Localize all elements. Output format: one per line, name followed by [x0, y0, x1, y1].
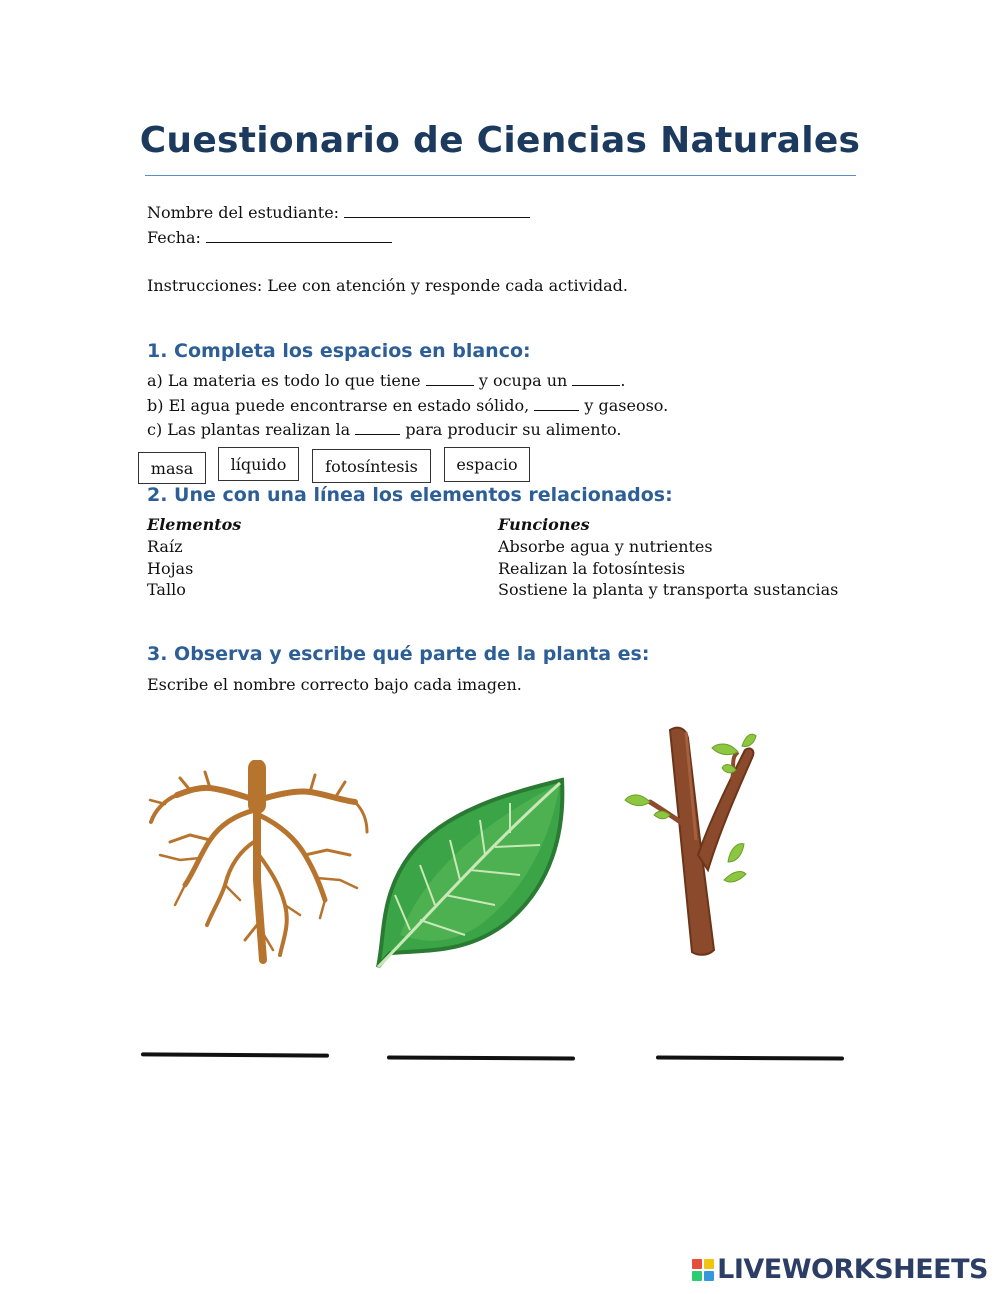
sentence-c-end: para producir su alimento.	[405, 420, 622, 439]
logo-text: LIVEWORKSHEETS	[717, 1254, 988, 1285]
word-bank-espacio[interactable]: espacio	[444, 447, 530, 482]
sentence-c-start: c) Las plantas realizan la	[147, 420, 351, 439]
title-divider	[145, 175, 856, 176]
sentence-b-start: b) El agua puede encontrarse en estado sólido,	[147, 396, 530, 415]
word-bank-masa[interactable]: masa	[138, 452, 206, 484]
stem-illustration	[620, 720, 760, 960]
blank-b1[interactable]	[534, 396, 579, 411]
blank-a1[interactable]	[426, 371, 474, 386]
function-item-sostiene[interactable]: Sostiene la planta y transporta sustancias	[498, 580, 839, 599]
logo-square-blue	[704, 1271, 714, 1281]
sentence-c	[147, 420, 621, 440]
liveworksheets-logo	[692, 1254, 988, 1285]
sentence-a	[147, 371, 626, 391]
element-item-raiz[interactable]: Raíz	[147, 537, 183, 556]
sentence-a-start: a) La materia es todo lo que tiene	[147, 371, 421, 390]
student-name-blank[interactable]	[344, 203, 530, 218]
answer-line-root[interactable]	[141, 1052, 329, 1057]
instructions-text: Instrucciones: Lee con atención y responde cada actividad.	[147, 276, 628, 295]
blank-c1[interactable]	[355, 420, 400, 435]
student-name-row	[147, 203, 530, 223]
root-illustration	[145, 760, 375, 970]
sentence-a-end: .	[620, 371, 626, 390]
word-bank-fotosintesis[interactable]: fotosíntesis	[312, 449, 431, 483]
function-item-fotosintesis[interactable]: Realizan la fotosíntesis	[498, 559, 686, 578]
date-label: Fecha:	[147, 228, 201, 247]
word-bank-liquido[interactable]: líquido	[218, 447, 299, 481]
logo-mark-icon	[692, 1259, 714, 1281]
functions-column-header: Funciones	[498, 515, 590, 534]
function-item-absorbe[interactable]: Absorbe agua y nutrientes	[498, 537, 713, 556]
elements-column-header: Elementos	[147, 515, 242, 534]
logo-square-yellow	[704, 1259, 714, 1269]
answer-line-stem[interactable]	[656, 1056, 844, 1061]
element-item-tallo[interactable]: Tallo	[147, 580, 186, 599]
date-row	[147, 228, 392, 248]
worksheet-title: Cuestionario de Ciencias Naturales	[139, 120, 861, 161]
answer-line-leaf[interactable]	[387, 1056, 575, 1061]
student-name-label: Nombre del estudiante:	[147, 203, 340, 222]
date-blank[interactable]	[206, 228, 392, 243]
sentence-b-end: y gaseoso.	[584, 396, 669, 415]
sentence-a-middle: y ocupa un	[478, 371, 568, 390]
section2-heading: 2. Une con una línea los elementos relacionados:	[147, 484, 673, 506]
logo-square-red	[692, 1259, 702, 1269]
sentence-b	[147, 396, 668, 416]
blank-a2[interactable]	[572, 371, 620, 386]
logo-square-green	[692, 1271, 702, 1281]
element-item-hojas[interactable]: Hojas	[147, 559, 194, 578]
section3-instruction: Escribe el nombre correcto bajo cada imagen.	[147, 675, 522, 694]
leaf-illustration	[370, 775, 570, 975]
section1-heading: 1. Completa los espacios en blanco:	[147, 340, 531, 362]
section3-heading: 3. Observa y escribe qué parte de la planta es:	[147, 643, 650, 665]
